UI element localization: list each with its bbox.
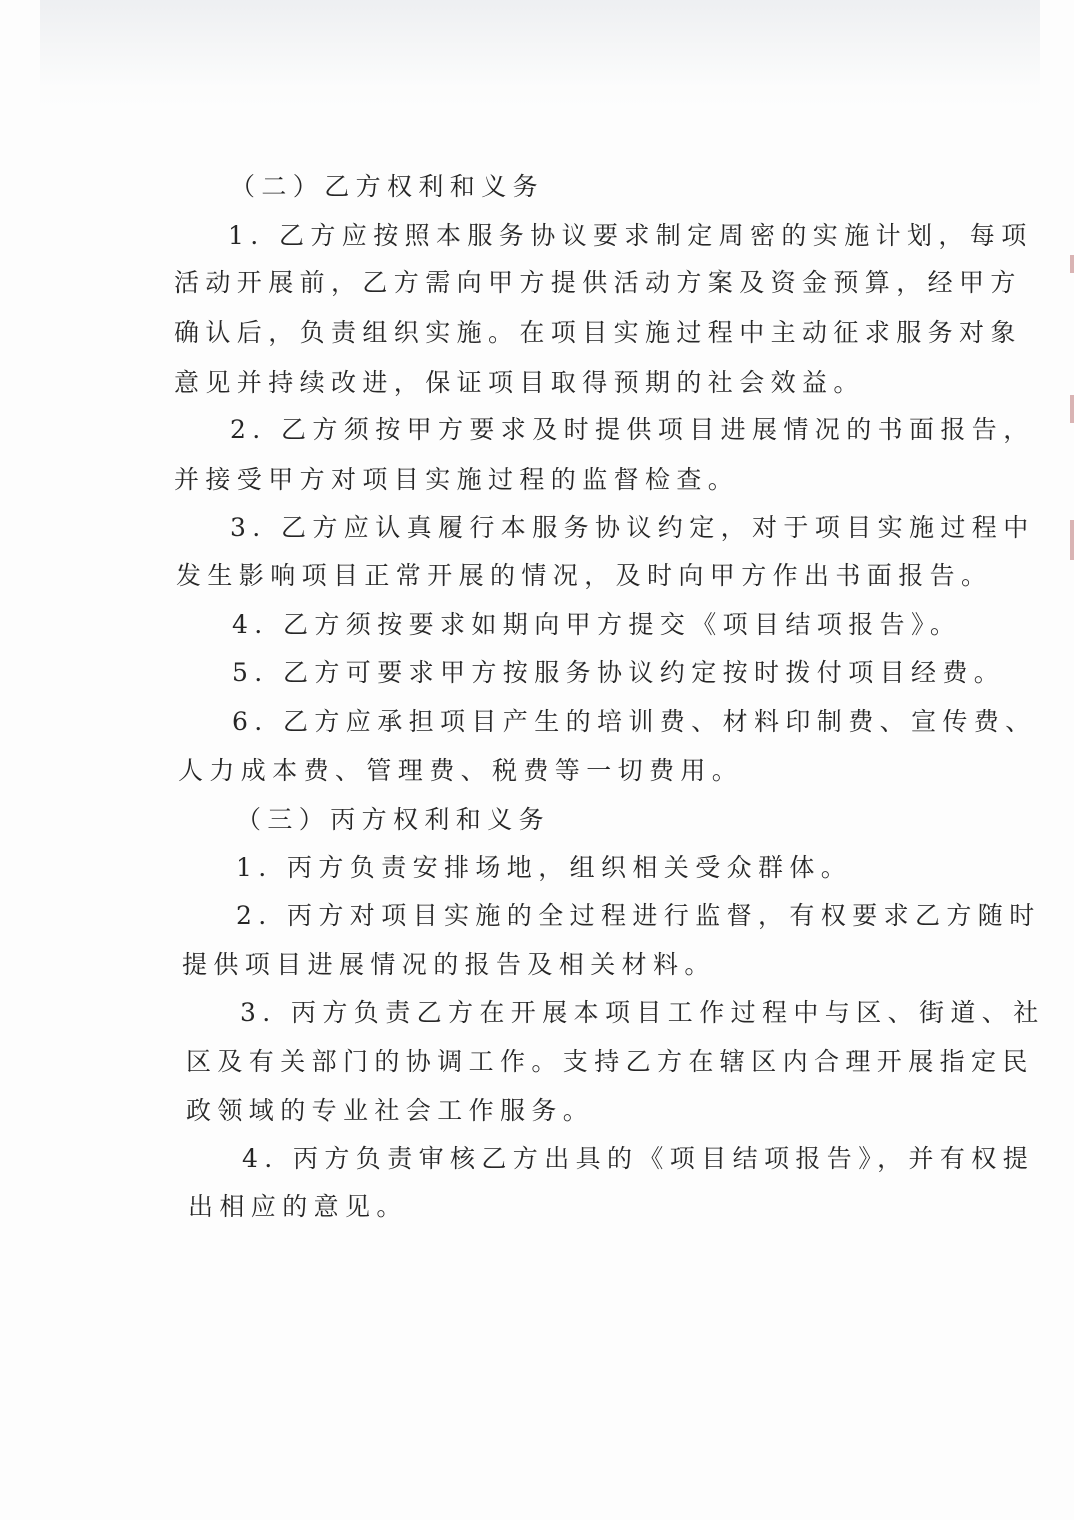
paragraph-line: 意见并持续改进，保证项目取得预期的社会效益。 xyxy=(174,368,865,397)
paragraph-line: 1. 丙方负责安排场地，组织相关受众群体。 xyxy=(236,853,853,882)
paragraph-line: 6. 乙方应承担项目产生的培训费、材料印制费、宣传费、 xyxy=(232,707,1037,736)
paragraph-line: 5. 乙方可要求甲方按服务协议约定按时拨付项目经费。 xyxy=(232,658,1006,687)
paragraph-line: 4. 丙方负责审核乙方出具的《项目结项报告》，并有权提 xyxy=(242,1144,1035,1173)
paragraph-line: 提供项目进展情况的报告及相关材料。 xyxy=(182,950,716,979)
edge-mark xyxy=(1070,520,1074,560)
paragraph-line: 3. 丙方负责乙方在开展本项目工作过程中与区、街道、社 xyxy=(240,998,1045,1027)
paragraph-line: 发生影响项目正常开展的情况，及时向甲方作出书面报告。 xyxy=(176,561,993,590)
paragraph-line: 2. 乙方须按甲方要求及时提供项目进展情况的书面报告， xyxy=(230,415,1035,444)
paragraph-line: 活动开展前，乙方需向甲方提供活动方案及资金预算，经甲方 xyxy=(174,268,1022,297)
section-heading-party-b: （二）乙方权利和义务 xyxy=(230,172,545,201)
edge-mark xyxy=(1070,395,1074,423)
paragraph-line: 政领域的专业社会工作服务。 xyxy=(186,1096,595,1125)
paragraph-line: 1. 乙方应按照本服务协议要求制定周密的实施计划，每项 xyxy=(228,221,1033,250)
paragraph-line: 并接受甲方对项目实施过程的监督检查。 xyxy=(174,465,740,494)
paragraph-line: 2. 丙方对项目实施的全过程进行监督，有权要求乙方随时 xyxy=(236,901,1041,930)
paragraph-line: 人力成本费、管理费、税费等一切费用。 xyxy=(178,756,744,785)
edge-mark xyxy=(1070,255,1074,273)
scan-shadow xyxy=(40,0,1040,110)
paragraph-line: 区及有关部门的协调工作。支持乙方在辖区内合理开展指定民 xyxy=(186,1047,1034,1076)
section-heading-party-c: （三）丙方权利和义务 xyxy=(236,805,551,834)
paragraph-line: 3. 乙方应认真履行本服务协议约定，对于项目实施过程中 xyxy=(230,513,1035,542)
paragraph-line: 4. 乙方须按要求如期向甲方提交《项目结项报告》。 xyxy=(232,610,962,639)
paragraph-line: 确认后，负责组织实施。在项目实施过程中主动征求服务对象 xyxy=(174,318,1022,347)
paragraph-line: 出相应的意见。 xyxy=(188,1192,408,1221)
